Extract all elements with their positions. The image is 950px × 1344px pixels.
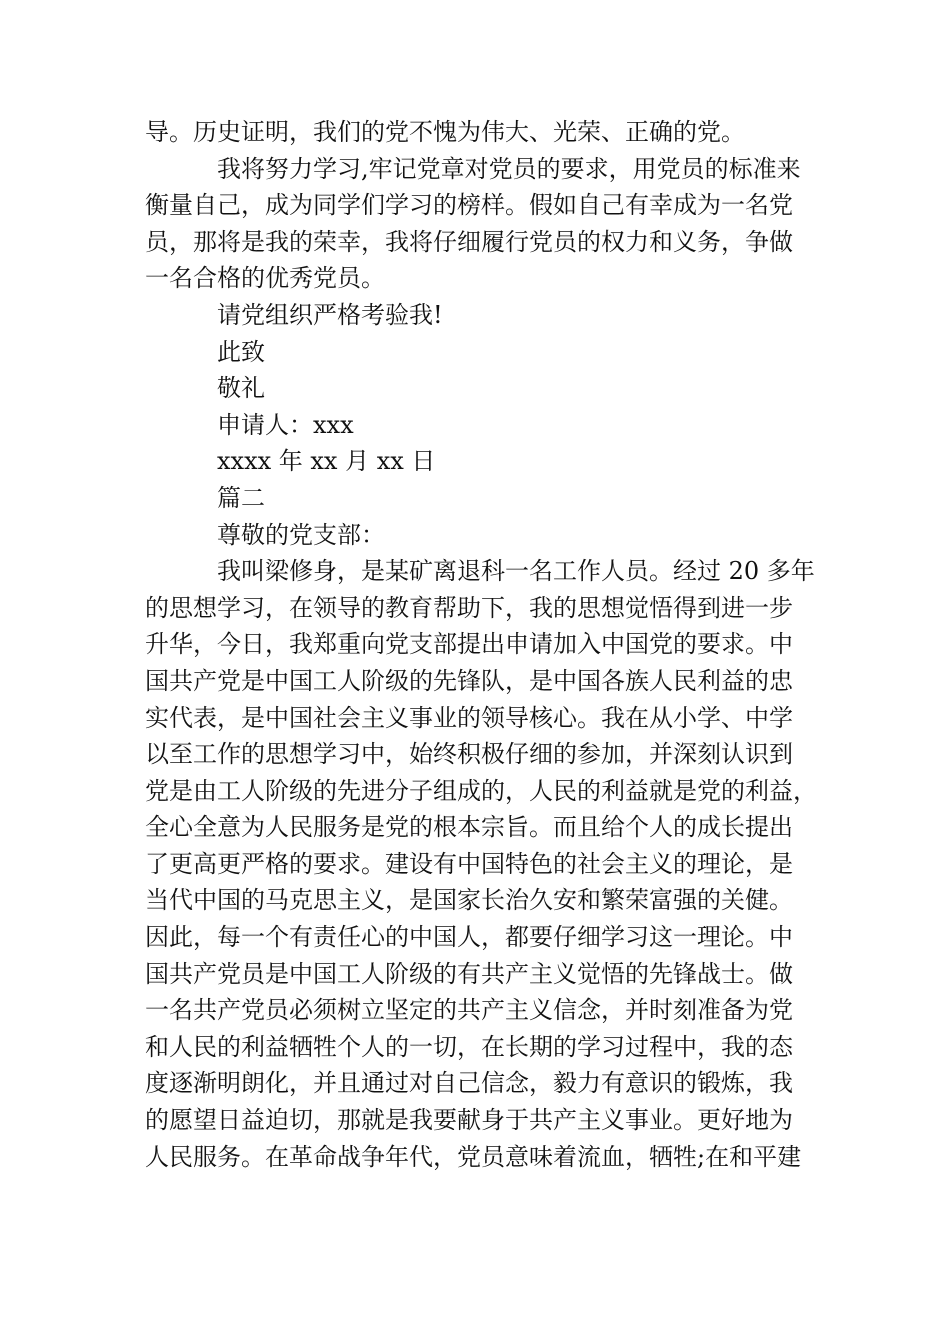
text-line: 了更高更严格的要求。建设有中国特色的社会主义的理论，是: [145, 849, 793, 878]
text-line: 尊敬的党支部：: [217, 520, 385, 549]
text-line: xxxx 年 xx 月 xx 日: [217, 447, 436, 476]
text-line: 篇二: [217, 483, 265, 512]
text-line: 全心全意为人民服务是党的根本宗旨。而且给个人的成长提出: [145, 813, 793, 842]
text-line: 度逐渐明朗化，并且通过对自己信念，毅力有意识的锻炼，我: [145, 1069, 793, 1098]
text-line: 敬礼: [217, 374, 265, 403]
text-line: 以至工作的思想学习中，始终积极仔细的参加，并深刻认识到: [145, 740, 793, 769]
text-line: 一名合格的优秀党员。: [145, 264, 385, 293]
text-line: 的思想学习，在领导的教育帮助下，我的思想觉悟得到进一步: [145, 593, 793, 622]
text-line: 党是由工人阶级的先进分子组成的，人民的利益就是党的利益，: [145, 776, 817, 805]
text-line: 我将努力学习,牢记党章对党员的要求，用党员的标准来: [217, 154, 801, 183]
text-line: 和人民的利益牺牲个人的一切，在长期的学习过程中，我的态: [145, 1032, 793, 1061]
text-line: 导。历史证明，我们的党不愧为伟大、光荣、正确的党。: [145, 118, 745, 146]
text-line: 因此，每一个有责任心的中国人，都要仔细学习这一理论。中: [145, 923, 793, 952]
text-line: 一名共产党员必须树立坚定的共产主义信念，并时刻准备为党: [145, 996, 793, 1025]
text-line: 国共产党员是中国工人阶级的有共产主义觉悟的先锋战士。做: [145, 959, 793, 988]
text-line: 实代表，是中国社会主义事业的领导核心。我在从小学、中学: [145, 703, 793, 732]
text-line: 我叫梁修身，是某矿离退科一名工作人员。经过 20 多年: [217, 557, 815, 586]
text-line: 的愿望日益迫切，那就是我要献身于共产主义事业。更好地为: [145, 1106, 793, 1135]
document-body: [145, 114, 817, 1175]
text-line: 衡量自己，成为同学们学习的榜样。假如自己有幸成为一名党: [145, 191, 793, 220]
text-line: 此致: [217, 337, 265, 366]
text-line: 当代中国的马克思主义，是国家长治久安和繁荣富强的关健。: [145, 886, 793, 915]
text-line: 员，那将是我的荣幸，我将仔细履行党员的权力和义务，争做: [145, 227, 793, 256]
text-line: 国共产党是中国工人阶级的先锋队，是中国各族人民利益的忠: [145, 666, 793, 695]
text-line: 申请人：xxx: [217, 410, 354, 439]
text-line: 升华，今日，我郑重向党支部提出申请加入中国党的要求。中: [145, 630, 793, 659]
text-line: 请党组织严格考验我!: [217, 300, 443, 329]
text-line: 人民服务。在革命战争年代，党员意味着流血，牺牲;在和平建: [145, 1142, 802, 1171]
